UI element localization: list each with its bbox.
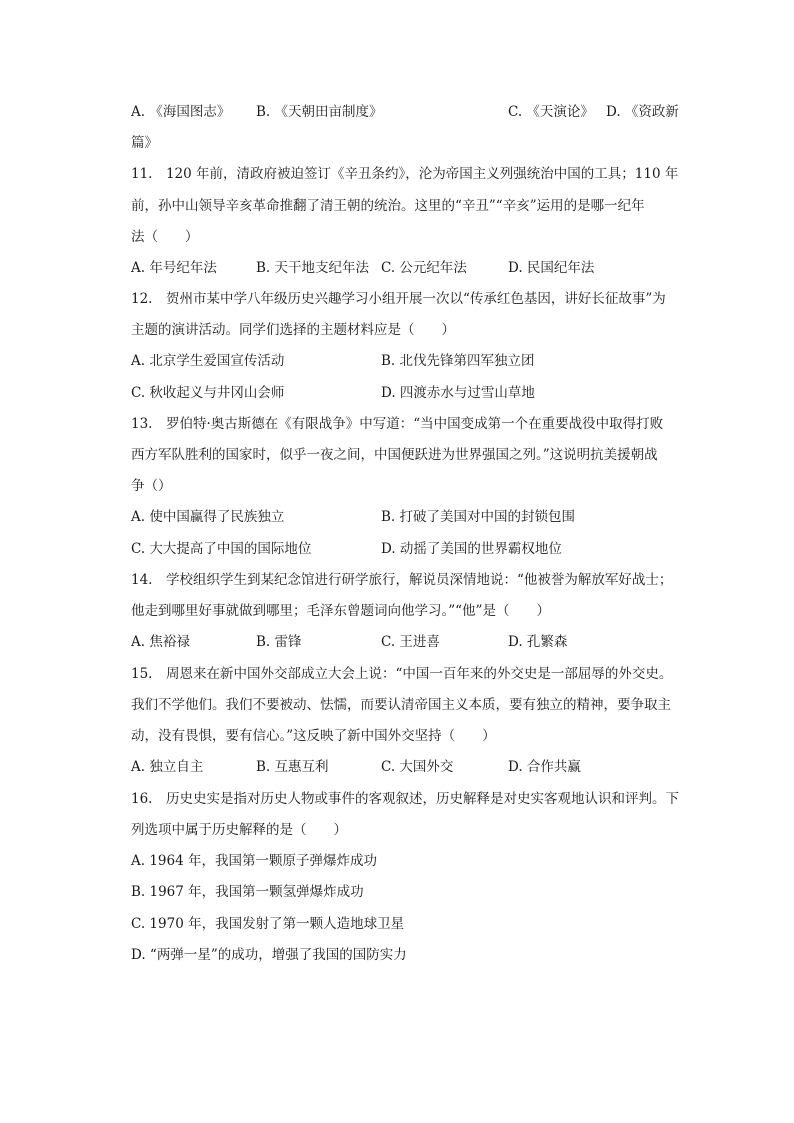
q11-stem-line-1: 11. 120 年前，清政府被迫签订《辛丑条约》，沦为帝国主义列强统治中国的工具；110 年 [131,166,679,182]
q13-option-d[interactable]: D. 动摇了美国的世界霸权地位 [381,541,562,557]
q14-option-c[interactable]: C. 王进喜 [381,634,440,650]
q13-option-a[interactable]: A. 使中国赢得了民族独立 [131,509,285,525]
q12-option-b[interactable]: B. 北伐先锋第四军独立团 [381,353,535,369]
q15-option-c[interactable]: C. 大国外交 [381,759,454,775]
q11-stem-line-2: 前，孙中山领导辛亥革命推翻了清王朝的统治。这里的“辛丑”“辛亥”运用的是哪一纪年 [131,198,645,214]
q13-option-c[interactable]: C. 大大提高了中国的国际地位 [131,541,312,557]
q11-stem-line-3: 法（ ） [131,229,199,245]
q11-option-b[interactable]: B. 天干地支纪年法 [256,260,370,276]
q10-option-d[interactable]: D. 《资政新 [606,104,679,120]
q16-option-d[interactable]: D. “两弹一星”的成功，增强了我国的国防实力 [131,947,407,963]
q10-option-d-wrap: 篇》 [131,135,158,151]
q12-option-c[interactable]: C. 秋收起义与井冈山会师 [131,385,285,401]
q15-option-a[interactable]: A. 独立自主 [131,759,204,775]
q14-option-b[interactable]: B. 雷锋 [256,634,302,650]
q14-option-d[interactable]: D. 孔繁森 [508,634,568,650]
q15-option-d[interactable]: D. 合作共赢 [508,759,581,775]
q12-stem-line-2: 主题的演讲活动。同学们选择的主题材料应是（ ） [131,322,455,338]
q13-option-b[interactable]: B. 打破了美国对中国的封锁包围 [381,509,576,525]
q13-stem-line-3: 争（） [131,478,172,494]
q15-stem-line-2: 我们不学他们。我们不要被动、怯懦，而要认清帝国主义本质，要有独立的精神，要争取主 [131,697,671,713]
q13-stem-line-2: 西方军队胜利的国家时，似乎一夜之间，中国便跃进为世界强国之列。”这说明抗美援朝战 [131,447,658,463]
q14-option-a[interactable]: A. 焦裕禄 [131,634,190,650]
q16-option-a[interactable]: A. 1964 年，我国第一颗原子弹爆炸成功 [131,853,377,869]
q16-stem-line-2: 列选项中属于历史解释的是（ ） [131,822,347,838]
q16-option-b[interactable]: B. 1967 年，我国第一颗氢弹爆炸成功 [131,884,364,900]
q14-stem-line-1: 14. 学校组织学生到某纪念馆进行研学旅行，解说员深情地说：“他被誉为解放军好战士； [131,572,673,588]
q11-option-c[interactable]: C. 公元纪年法 [381,260,467,276]
q16-option-c[interactable]: C. 1970 年，我国发射了第一颗人造地球卫星 [131,916,405,932]
q12-option-a[interactable]: A. 北京学生爱国宣传活动 [131,353,285,369]
q11-option-d[interactable]: D. 民国纪年法 [508,260,595,276]
q15-stem-line-1: 15. 周恩来在新中国外交部成立大会上说：“中国一百年来的外交史是一部屈辱的外交史。 [131,666,673,682]
q10-option-b[interactable]: B. 《天朝田亩制度》 [256,104,383,120]
q11-option-a[interactable]: A. 年号纪年法 [131,260,217,276]
q13-stem-line-1: 13. 罗伯特·奥古斯德在《有限战争》中写道：“当中国变成第一个在重要战役中取得打败 [131,416,664,432]
q14-stem-line-2: 他走到哪里好事就做到哪里；毛泽东曾题词向他学习。”“他”是（ ） [131,603,550,619]
q10-option-a[interactable]: A. 《海国图志》 [131,104,231,120]
q10-option-c[interactable]: C. 《天演论》 [508,104,594,120]
q16-stem-line-1: 16. 历史史实是指对历史人物或事件的客观叙述，历史解释是对史实客观地认识和评判。下 [131,791,679,807]
q12-stem-line-1: 12. 贺州市某中学八年级历史兴趣学习小组开展一次以“传承红色基因，讲好长征故事”为 [131,291,666,307]
q15-stem-line-3: 动，没有畏惧，要有信心。”这反映了新中国外交坚持（ ） [131,728,496,744]
q12-option-d[interactable]: D. 四渡赤水与过雪山草地 [381,385,535,401]
q15-option-b[interactable]: B. 互惠互利 [256,759,329,775]
